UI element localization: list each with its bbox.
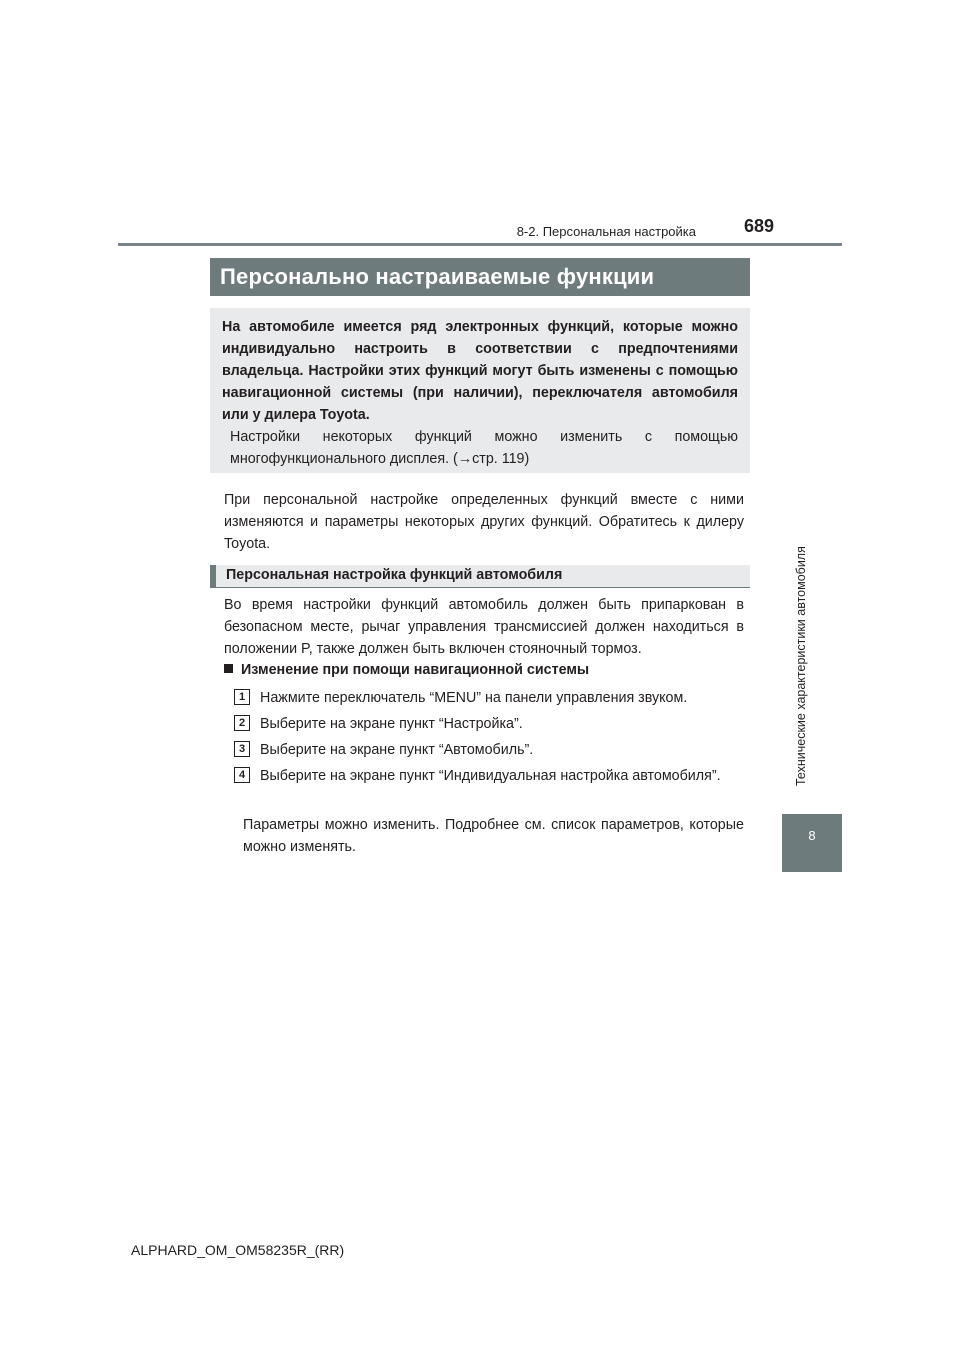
step-text: Выберите на экране пункт “Настройка”. (260, 716, 523, 732)
step-number: 4 (234, 767, 250, 783)
step-number: 1 (234, 689, 250, 705)
subheading: Персональная настройка функций автомобиля (226, 567, 563, 583)
chapter-number-box (782, 814, 842, 872)
square-bullet-icon (224, 664, 233, 673)
subheading-rule (210, 587, 750, 588)
header-rule (118, 243, 842, 246)
bullet-heading (224, 662, 589, 678)
footer-code: ALPHARD_OM_OM58235R_(RR) (131, 1242, 345, 1258)
step-number: 3 (234, 741, 250, 757)
bullet-heading-text: Изменение при помощи навигационной системы (241, 662, 590, 678)
intro-bold-text: На автомобиле имеется ряд электронных функций, которые можно индивидуально настроить в соответствии с предпочтениями владельца. Настройки этих функций могут быть изменены с помощью навигационной системы (при наличии), переключателя автомобиля или у дилера Toyota. (222, 319, 738, 423)
step-text: Выберите на экране пункт “Автомобиль”. (260, 742, 534, 758)
page-number: 689 (744, 216, 775, 236)
page-title-bar (210, 258, 750, 296)
intro-note-text: Настройки некоторых функций можно изменить с помощью многофункционального дисплея. (→стр. 119) (230, 429, 738, 467)
paragraph-2: Во время настройки функций автомобиль должен быть припаркован в безопасном месте, рычаг управления трансмиссией должен находиться в положении P, также должен быть включен стояночный тормоз. (224, 597, 744, 657)
chapter-title: Технические характеристики автомобиля (794, 546, 808, 786)
section-title: 8-2. Персональная настройка (516, 224, 696, 239)
paragraph-3: Параметры можно изменить. Подробнее см. список параметров, которые можно изменять. (243, 817, 744, 855)
chapter-number: 8 (808, 828, 816, 843)
step-text: Нажмите переключатель “MENU” на панели управления звуком. (260, 690, 688, 706)
page-title: Персонально настраиваемые функции (220, 264, 655, 289)
intro-box (210, 308, 750, 473)
page-header (0, 0, 960, 250)
subheading-bar (210, 565, 750, 587)
step-number: 2 (234, 715, 250, 731)
chapter-side-tab (782, 246, 842, 872)
paragraph-1: При персональной настройке определенных функций вместе с ними изменяются и параметры некоторых других функций. Обратитесь к дилеру Toyota. (224, 492, 744, 552)
step-text: Выберите на экране пункт “Индивидуальная настройка автомобиля”. (260, 768, 721, 784)
